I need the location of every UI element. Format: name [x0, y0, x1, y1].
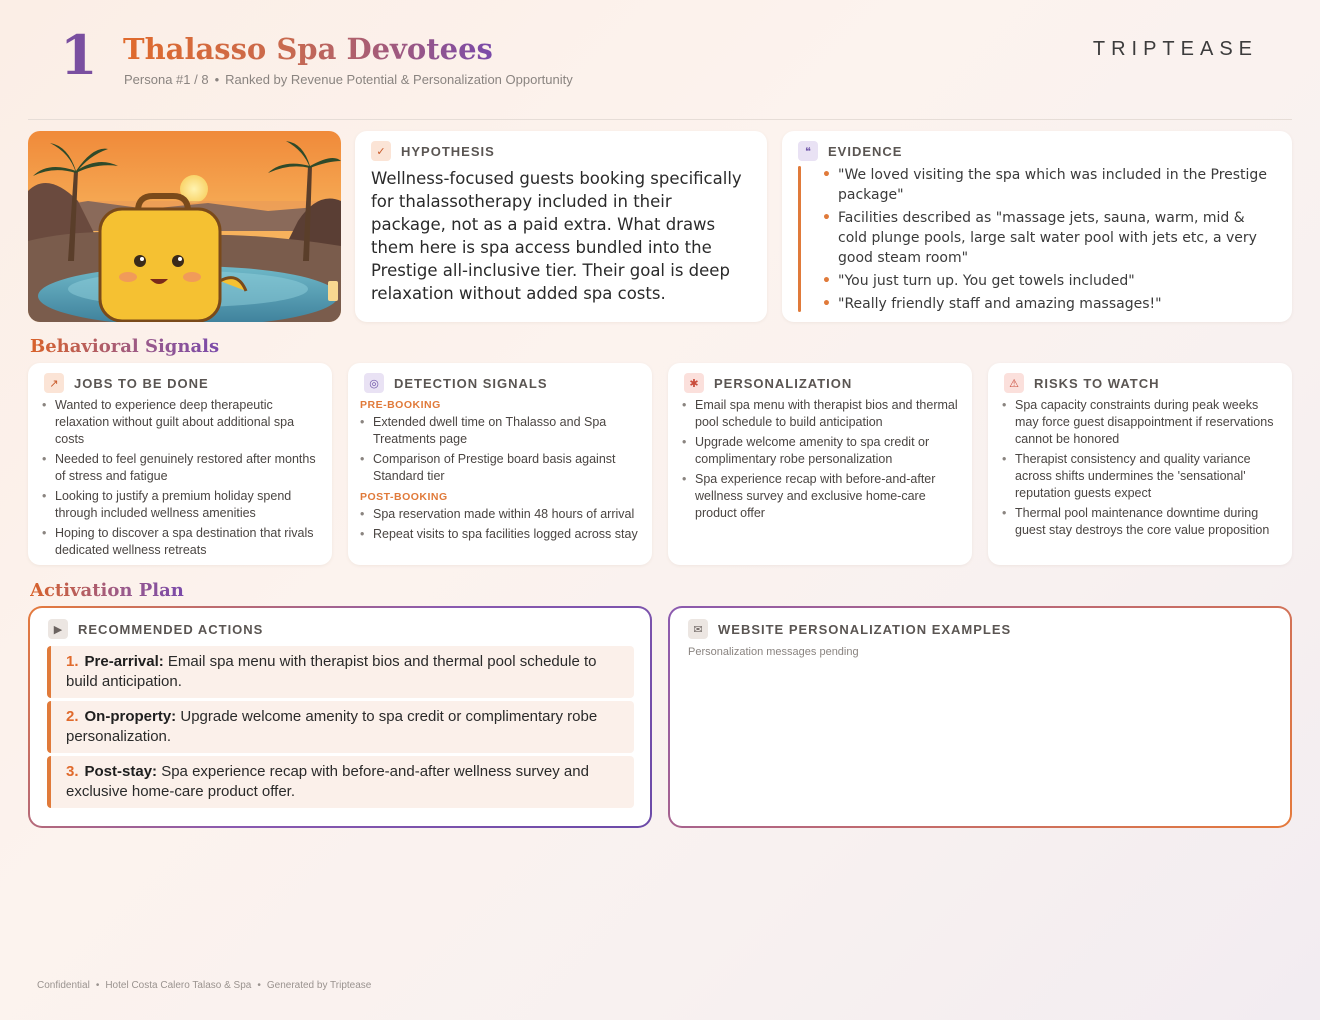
ranked-by: Ranked by Revenue Potential & Personalization Opportunity: [225, 72, 573, 87]
post-booking-label: POST-BOOKING: [360, 491, 448, 503]
header-divider: [28, 119, 1292, 120]
check-icon: ✓: [371, 141, 391, 161]
actions-header: [48, 619, 263, 639]
detection-label: DETECTION SIGNALS: [394, 375, 548, 391]
jobs-list: [42, 397, 322, 562]
list-item: • Therapist consistency and quality variance across shifts undermines the 'sensational' reputation guests expect: [1002, 451, 1282, 502]
sparkle-icon: ✱: [684, 373, 704, 393]
recommended-actions-box: [28, 606, 652, 828]
list-item: • Repeat visits to spa facilities logged across stay: [360, 526, 640, 543]
hypothesis-header: [371, 141, 495, 161]
actions-label: RECOMMENDED ACTIONS: [78, 621, 264, 637]
list-item: • Extended dwell time on Thalasso and Spa Treatments page: [360, 414, 640, 448]
footer-confidential: Confidential: [37, 980, 90, 991]
action-number: 2.: [66, 708, 79, 725]
quote-icon: ❝: [798, 141, 818, 161]
pre-booking-list: [360, 414, 640, 485]
warning-icon: ⚠: [1004, 373, 1024, 393]
risks-header: [1004, 373, 1159, 393]
evidence-item: • "You just turn up. You get towels included": [822, 271, 1272, 291]
hypothesis-card: [355, 131, 767, 322]
list-item: • Spa capacity constraints during peak weeks may force guest disappointment if reservations cannot be honored: [1002, 397, 1282, 448]
list-item: • Looking to justify a premium holiday spend through included wellness amenities: [42, 488, 322, 522]
action-text: Email spa menu with therapist bios and thermal pool schedule to build anticipation.: [66, 653, 597, 690]
personalization-list: [682, 397, 962, 525]
evidence-label: EVIDENCE: [828, 143, 903, 159]
action-number: 1.: [66, 653, 79, 670]
persona-hero-image: [28, 131, 341, 322]
list-item: • Spa reservation made within 48 hours of arrival: [360, 506, 640, 523]
envelope-icon: ✉: [688, 619, 708, 639]
jobs-label: JOBS TO BE DONE: [74, 375, 209, 391]
hypothesis-text: Wellness-focused guests booking specifically for thalassotherapy included in their package, not as a paid extra. What draws them here is spa access bundled into the Prestige all-inclusive tier. Their goal is deep relaxation without added spa costs.: [371, 169, 742, 303]
evidence-item: • Facilities described as "massage jets, sauna, warm, mid & cold plunge pools, large salt water pool with jets etc, a very good steam room": [822, 208, 1272, 268]
evidence-item: • "Really friendly staff and amazing massages!": [822, 294, 1272, 314]
action-phase: Post-stay:: [84, 763, 158, 780]
brand-logo: TRIPTEASE: [1092, 38, 1258, 60]
personalization-card: [668, 363, 972, 565]
action-text: Spa experience recap with before-and-after wellness survey and exclusive home-care product offer.: [66, 763, 589, 800]
footer-hotel: Hotel Costa Calero Talaso & Spa: [105, 980, 252, 991]
list-item: • Needed to feel genuinely restored after months of stress and fatigue: [42, 451, 322, 485]
detection-content: [360, 397, 645, 546]
pre-booking-label: PRE-BOOKING: [360, 399, 441, 411]
action-text: Upgrade welcome amenity to spa credit or complimentary robe personalization.: [66, 708, 598, 745]
play-icon: ▶: [48, 619, 68, 639]
spa-sunset-illustration: [28, 131, 341, 322]
evidence-item: • "We loved visiting the spa which was included in the Prestige package": [822, 165, 1272, 205]
website-header: [688, 619, 1011, 639]
page-footer: Confidential • Hotel Costa Calero Talaso & Spa • Generated by Triptease: [37, 980, 372, 991]
persona-subtitle: Persona #1 / 8 • Ranked by Revenue Potential & Personalization Opportunity: [124, 72, 573, 87]
risks-label: RISKS TO WATCH: [1034, 375, 1160, 391]
list-item: • Thermal pool maintenance downtime during guest stay destroys the core value proposition: [1002, 505, 1282, 539]
action-item-on-property: [47, 701, 634, 753]
personalization-label: PERSONALIZATION: [714, 375, 853, 391]
action-number: 3.: [66, 763, 79, 780]
list-item: • Wanted to experience deep therapeutic relaxation without guilt about additional spa costs: [42, 397, 322, 448]
persona-title: Thalasso Spa Devotees: [123, 32, 493, 66]
evidence-list: [822, 165, 1272, 317]
hypothesis-label: HYPOTHESIS: [401, 143, 495, 159]
list-item: • Hoping to discover a spa destination that rivals dedicated wellness retreats: [42, 525, 322, 559]
risks-card: [988, 363, 1292, 565]
persona-index: Persona #1 / 8: [124, 72, 209, 87]
post-booking-list: [360, 506, 640, 543]
action-phase: On-property:: [84, 708, 177, 725]
list-item: • Spa experience recap with before-and-after wellness survey and exclusive home-care product offer: [682, 471, 962, 522]
jobs-to-be-done-card: [28, 363, 332, 565]
action-item-pre-arrival: [47, 646, 634, 698]
risks-list: [1002, 397, 1282, 542]
action-phase: Pre-arrival:: [84, 653, 164, 670]
behavioral-signals-title: Behavioral Signals: [30, 336, 220, 357]
radar-icon: ◎: [364, 373, 384, 393]
footer-generated: Generated by Triptease: [266, 980, 372, 991]
list-item: • Email spa menu with therapist bios and thermal pool schedule to build anticipation: [682, 397, 962, 431]
action-item-post-stay: [47, 756, 634, 808]
persona-rank: 1: [60, 23, 98, 87]
website-personalization-box: [668, 606, 1292, 828]
detection-signals-card: [348, 363, 652, 565]
evidence-card: [782, 131, 1292, 322]
list-item: • Upgrade welcome amenity to spa credit or complimentary robe personalization: [682, 434, 962, 468]
list-item: • Comparison of Prestige board basis against Standard tier: [360, 451, 640, 485]
personalization-header: [684, 373, 852, 393]
website-label: WEBSITE PERSONALIZATION EXAMPLES: [718, 621, 1012, 637]
detection-header: [364, 373, 548, 393]
evidence-accent-bar: [798, 166, 801, 312]
jobs-header: [44, 373, 209, 393]
website-pending-text: Personalization messages pending: [688, 646, 859, 658]
page-header: [0, 0, 1320, 120]
activation-plan-title: Activation Plan: [30, 580, 184, 601]
evidence-header: [798, 141, 902, 161]
arrow-up-right-icon: ↗: [44, 373, 64, 393]
